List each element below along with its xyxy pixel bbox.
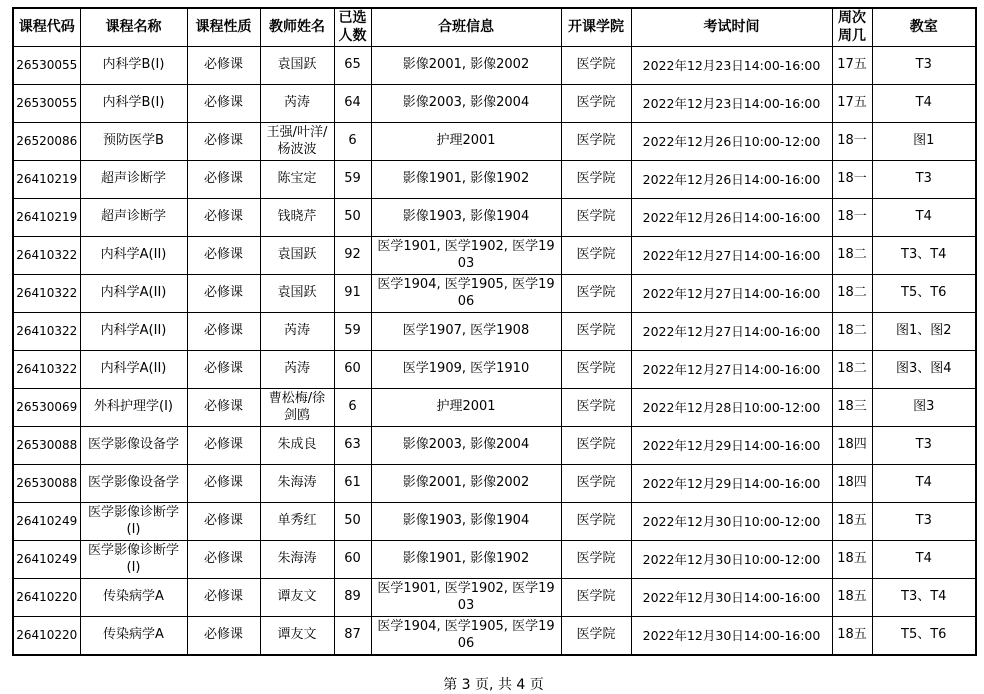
table-row [13, 427, 976, 465]
table-row [13, 199, 976, 237]
cell-exam-time: 2022年12月26日14:00-16:00 [631, 199, 832, 237]
cell-course-name: 内科学B(I) [80, 85, 187, 123]
cell-exam-time: 2022年12月30日10:00-12:00 [631, 503, 832, 541]
cell-exam-time: 2022年12月23日14:00-16:00 [631, 85, 832, 123]
table-row [13, 541, 976, 579]
cell-class-info: 影像1903, 影像1904 [371, 503, 561, 541]
table-row [13, 389, 976, 427]
cell-teacher-name: 袁国跃 [260, 47, 334, 85]
cell-week-weekday: 18一 [832, 123, 872, 161]
cell-course-nature: 必修课 [187, 465, 260, 503]
cell-week-weekday: 18二 [832, 313, 872, 351]
cell-course-nature: 必修课 [187, 199, 260, 237]
cell-course-nature: 必修课 [187, 313, 260, 351]
cell-course-name: 内科学A(II) [80, 351, 187, 389]
cell-week-weekday: 18五 [832, 617, 872, 656]
cell-week-weekday: 17五 [832, 85, 872, 123]
cell-classroom: T3、T4 [872, 237, 976, 275]
cell-college: 医学院 [561, 351, 631, 389]
cell-week-weekday: 18二 [832, 275, 872, 313]
exam-table-body [13, 47, 976, 656]
cell-classroom: T3、T4 [872, 579, 976, 617]
cell-week-weekday: 18一 [832, 199, 872, 237]
table-row [13, 275, 976, 313]
cell-classroom: 图1 [872, 123, 976, 161]
cell-course-name: 医学影像诊断学(I) [80, 541, 187, 579]
cell-selected-count: 64 [334, 85, 371, 123]
cell-selected-count: 50 [334, 503, 371, 541]
cell-exam-time: 2022年12月30日14:00-16:00 [631, 617, 832, 656]
cell-course-code: 26410322 [13, 313, 80, 351]
cell-college: 医学院 [561, 47, 631, 85]
cell-classroom: T5、T6 [872, 617, 976, 656]
cell-selected-count: 65 [334, 47, 371, 85]
cell-teacher-name: 谭友文 [260, 579, 334, 617]
cell-week-weekday: 18五 [832, 579, 872, 617]
cell-course-name: 外科护理学(I) [80, 389, 187, 427]
header-course-nature: 课程性质 [187, 8, 260, 47]
cell-classroom: T4 [872, 541, 976, 579]
cell-class-info: 医学1907, 医学1908 [371, 313, 561, 351]
cell-course-name: 预防医学B [80, 123, 187, 161]
cell-college: 医学院 [561, 237, 631, 275]
cell-course-nature: 必修课 [187, 161, 260, 199]
cell-classroom: T5、T6 [872, 275, 976, 313]
cell-selected-count: 6 [334, 123, 371, 161]
cell-teacher-name: 芮涛 [260, 313, 334, 351]
cell-college: 医学院 [561, 503, 631, 541]
table-row [13, 351, 976, 389]
cell-college: 医学院 [561, 161, 631, 199]
cell-teacher-name: 袁国跃 [260, 237, 334, 275]
header-exam-time: 考试时间 [631, 8, 832, 47]
cell-course-code: 26530088 [13, 465, 80, 503]
cell-course-code: 26530055 [13, 47, 80, 85]
cell-classroom: T3 [872, 47, 976, 85]
cell-week-weekday: 18四 [832, 465, 872, 503]
header-selected-count: 已选人数 [334, 8, 371, 47]
table-row [13, 465, 976, 503]
exam-schedule-page [0, 7, 984, 693]
cell-classroom: 图3、图4 [872, 351, 976, 389]
cell-course-code: 26410220 [13, 617, 80, 656]
cell-class-info: 影像2001, 影像2002 [371, 47, 561, 85]
cell-week-weekday: 18二 [832, 351, 872, 389]
cell-course-nature: 必修课 [187, 351, 260, 389]
cell-college: 医学院 [561, 389, 631, 427]
cell-selected-count: 61 [334, 465, 371, 503]
cell-week-weekday: 18五 [832, 503, 872, 541]
cell-course-nature: 必修课 [187, 123, 260, 161]
cell-course-code: 26410219 [13, 161, 80, 199]
cell-teacher-name: 王强/叶洋/杨波波 [260, 123, 334, 161]
cell-teacher-name: 朱海涛 [260, 465, 334, 503]
cell-class-info: 影像1901, 影像1902 [371, 541, 561, 579]
cell-class-info: 护理2001 [371, 123, 561, 161]
cell-college: 医学院 [561, 617, 631, 656]
cell-course-nature: 必修课 [187, 617, 260, 656]
header-course-name: 课程名称 [80, 8, 187, 47]
header-teacher-name: 教师姓名 [260, 8, 334, 47]
cell-course-nature: 必修课 [187, 275, 260, 313]
cell-teacher-name: 袁国跃 [260, 275, 334, 313]
cell-week-weekday: 18一 [832, 161, 872, 199]
cell-college: 医学院 [561, 579, 631, 617]
cell-college: 医学院 [561, 427, 631, 465]
cell-college: 医学院 [561, 465, 631, 503]
cell-teacher-name: 钱晓芹 [260, 199, 334, 237]
table-row [13, 579, 976, 617]
cell-course-code: 26410220 [13, 579, 80, 617]
cell-course-name: 医学影像设备学 [80, 427, 187, 465]
cell-college: 医学院 [561, 123, 631, 161]
cell-course-nature: 必修课 [187, 427, 260, 465]
cell-week-weekday: 18三 [832, 389, 872, 427]
cell-teacher-name: 朱成良 [260, 427, 334, 465]
cell-selected-count: 50 [334, 199, 371, 237]
cell-exam-time: 2022年12月30日14:00-16:00 [631, 579, 832, 617]
cell-course-name: 超声诊断学 [80, 161, 187, 199]
cell-exam-time: 2022年12月29日14:00-16:00 [631, 465, 832, 503]
cell-exam-time: 2022年12月27日14:00-16:00 [631, 275, 832, 313]
cell-selected-count: 91 [334, 275, 371, 313]
header-week-weekday: 周次周几 [832, 8, 872, 47]
cell-class-info: 影像1901, 影像1902 [371, 161, 561, 199]
cell-class-info: 医学1904, 医学1905, 医学1906 [371, 275, 561, 313]
cell-classroom: T4 [872, 465, 976, 503]
cell-class-info: 医学1904, 医学1905, 医学1906 [371, 617, 561, 656]
cell-course-name: 内科学A(II) [80, 313, 187, 351]
cell-college: 医学院 [561, 199, 631, 237]
cell-classroom: 图1、图2 [872, 313, 976, 351]
cell-course-name: 内科学A(II) [80, 237, 187, 275]
cell-course-code: 26410322 [13, 275, 80, 313]
cell-teacher-name: 芮涛 [260, 351, 334, 389]
header-course-code: 课程代码 [13, 8, 80, 47]
cell-course-name: 超声诊断学 [80, 199, 187, 237]
exam-schedule-table [12, 7, 977, 656]
cell-class-info: 医学1901, 医学1902, 医学1903 [371, 237, 561, 275]
cell-course-name: 传染病学A [80, 579, 187, 617]
table-row [13, 503, 976, 541]
table-row [13, 161, 976, 199]
cell-exam-time: 2022年12月26日14:00-16:00 [631, 161, 832, 199]
table-row [13, 313, 976, 351]
cell-exam-time: 2022年12月23日14:00-16:00 [631, 47, 832, 85]
cell-course-code: 26410322 [13, 351, 80, 389]
cell-college: 医学院 [561, 313, 631, 351]
cell-teacher-name: 单秀红 [260, 503, 334, 541]
table-row [13, 85, 976, 123]
cell-course-nature: 必修课 [187, 85, 260, 123]
cell-exam-time: 2022年12月29日14:00-16:00 [631, 427, 832, 465]
cell-selected-count: 89 [334, 579, 371, 617]
cell-classroom: 图3 [872, 389, 976, 427]
cell-exam-time: 2022年12月28日10:00-12:00 [631, 389, 832, 427]
cell-course-name: 内科学B(I) [80, 47, 187, 85]
header-college: 开课学院 [561, 8, 631, 47]
cell-course-nature: 必修课 [187, 579, 260, 617]
cell-course-name: 医学影像设备学 [80, 465, 187, 503]
cell-college: 医学院 [561, 85, 631, 123]
table-header-row [13, 8, 976, 47]
table-row [13, 617, 976, 656]
cell-exam-time: 2022年12月27日14:00-16:00 [631, 237, 832, 275]
cell-week-weekday: 17五 [832, 47, 872, 85]
cell-classroom: T4 [872, 199, 976, 237]
cell-course-code: 26530069 [13, 389, 80, 427]
cell-class-info: 影像1903, 影像1904 [371, 199, 561, 237]
cell-class-info: 医学1909, 医学1910 [371, 351, 561, 389]
cell-teacher-name: 芮涛 [260, 85, 334, 123]
cell-class-info: 影像2001, 影像2002 [371, 465, 561, 503]
cell-course-name: 医学影像诊断学(I) [80, 503, 187, 541]
table-row [13, 47, 976, 85]
header-classroom: 教室 [872, 8, 976, 47]
header-class-info: 合班信息 [371, 8, 561, 47]
cell-classroom: T4 [872, 85, 976, 123]
cell-course-code: 26530088 [13, 427, 80, 465]
cell-teacher-name: 谭友文 [260, 617, 334, 656]
cell-selected-count: 59 [334, 161, 371, 199]
cell-teacher-name: 陈宝定 [260, 161, 334, 199]
cell-course-nature: 必修课 [187, 541, 260, 579]
cell-selected-count: 60 [334, 351, 371, 389]
cell-selected-count: 60 [334, 541, 371, 579]
cell-course-code: 26410219 [13, 199, 80, 237]
cell-selected-count: 6 [334, 389, 371, 427]
cell-course-nature: 必修课 [187, 47, 260, 85]
table-row [13, 123, 976, 161]
cell-week-weekday: 18五 [832, 541, 872, 579]
cell-week-weekday: 18四 [832, 427, 872, 465]
cell-exam-time: 2022年12月27日14:00-16:00 [631, 351, 832, 389]
cell-selected-count: 59 [334, 313, 371, 351]
cell-week-weekday: 18二 [832, 237, 872, 275]
cell-college: 医学院 [561, 275, 631, 313]
cell-course-code: 26410249 [13, 503, 80, 541]
cell-exam-time: 2022年12月30日10:00-12:00 [631, 541, 832, 579]
cell-class-info: 影像2003, 影像2004 [371, 427, 561, 465]
cell-classroom: T3 [872, 161, 976, 199]
cell-class-info: 护理2001 [371, 389, 561, 427]
cell-selected-count: 63 [334, 427, 371, 465]
cell-class-info: 医学1901, 医学1902, 医学1903 [371, 579, 561, 617]
cell-selected-count: 92 [334, 237, 371, 275]
cell-class-info: 影像2003, 影像2004 [371, 85, 561, 123]
cell-course-name: 传染病学A [80, 617, 187, 656]
cell-course-nature: 必修课 [187, 237, 260, 275]
cell-exam-time: 2022年12月27日14:00-16:00 [631, 313, 832, 351]
cell-classroom: T3 [872, 503, 976, 541]
cell-course-name: 内科学A(II) [80, 275, 187, 313]
cell-course-nature: 必修课 [187, 389, 260, 427]
cell-course-nature: 必修课 [187, 503, 260, 541]
cell-course-code: 26410322 [13, 237, 80, 275]
cell-teacher-name: 曹松梅/徐剑鸥 [260, 389, 334, 427]
cell-course-code: 26520086 [13, 123, 80, 161]
cell-course-code: 26530055 [13, 85, 80, 123]
table-row [13, 237, 976, 275]
cell-selected-count: 87 [334, 617, 371, 656]
cell-teacher-name: 朱海涛 [260, 541, 334, 579]
cell-course-code: 26410249 [13, 541, 80, 579]
cell-college: 医学院 [561, 541, 631, 579]
cell-classroom: T3 [872, 427, 976, 465]
page-indicator: 第 3 页, 共 4 页 [443, 677, 544, 693]
cell-exam-time: 2022年12月26日10:00-12:00 [631, 123, 832, 161]
